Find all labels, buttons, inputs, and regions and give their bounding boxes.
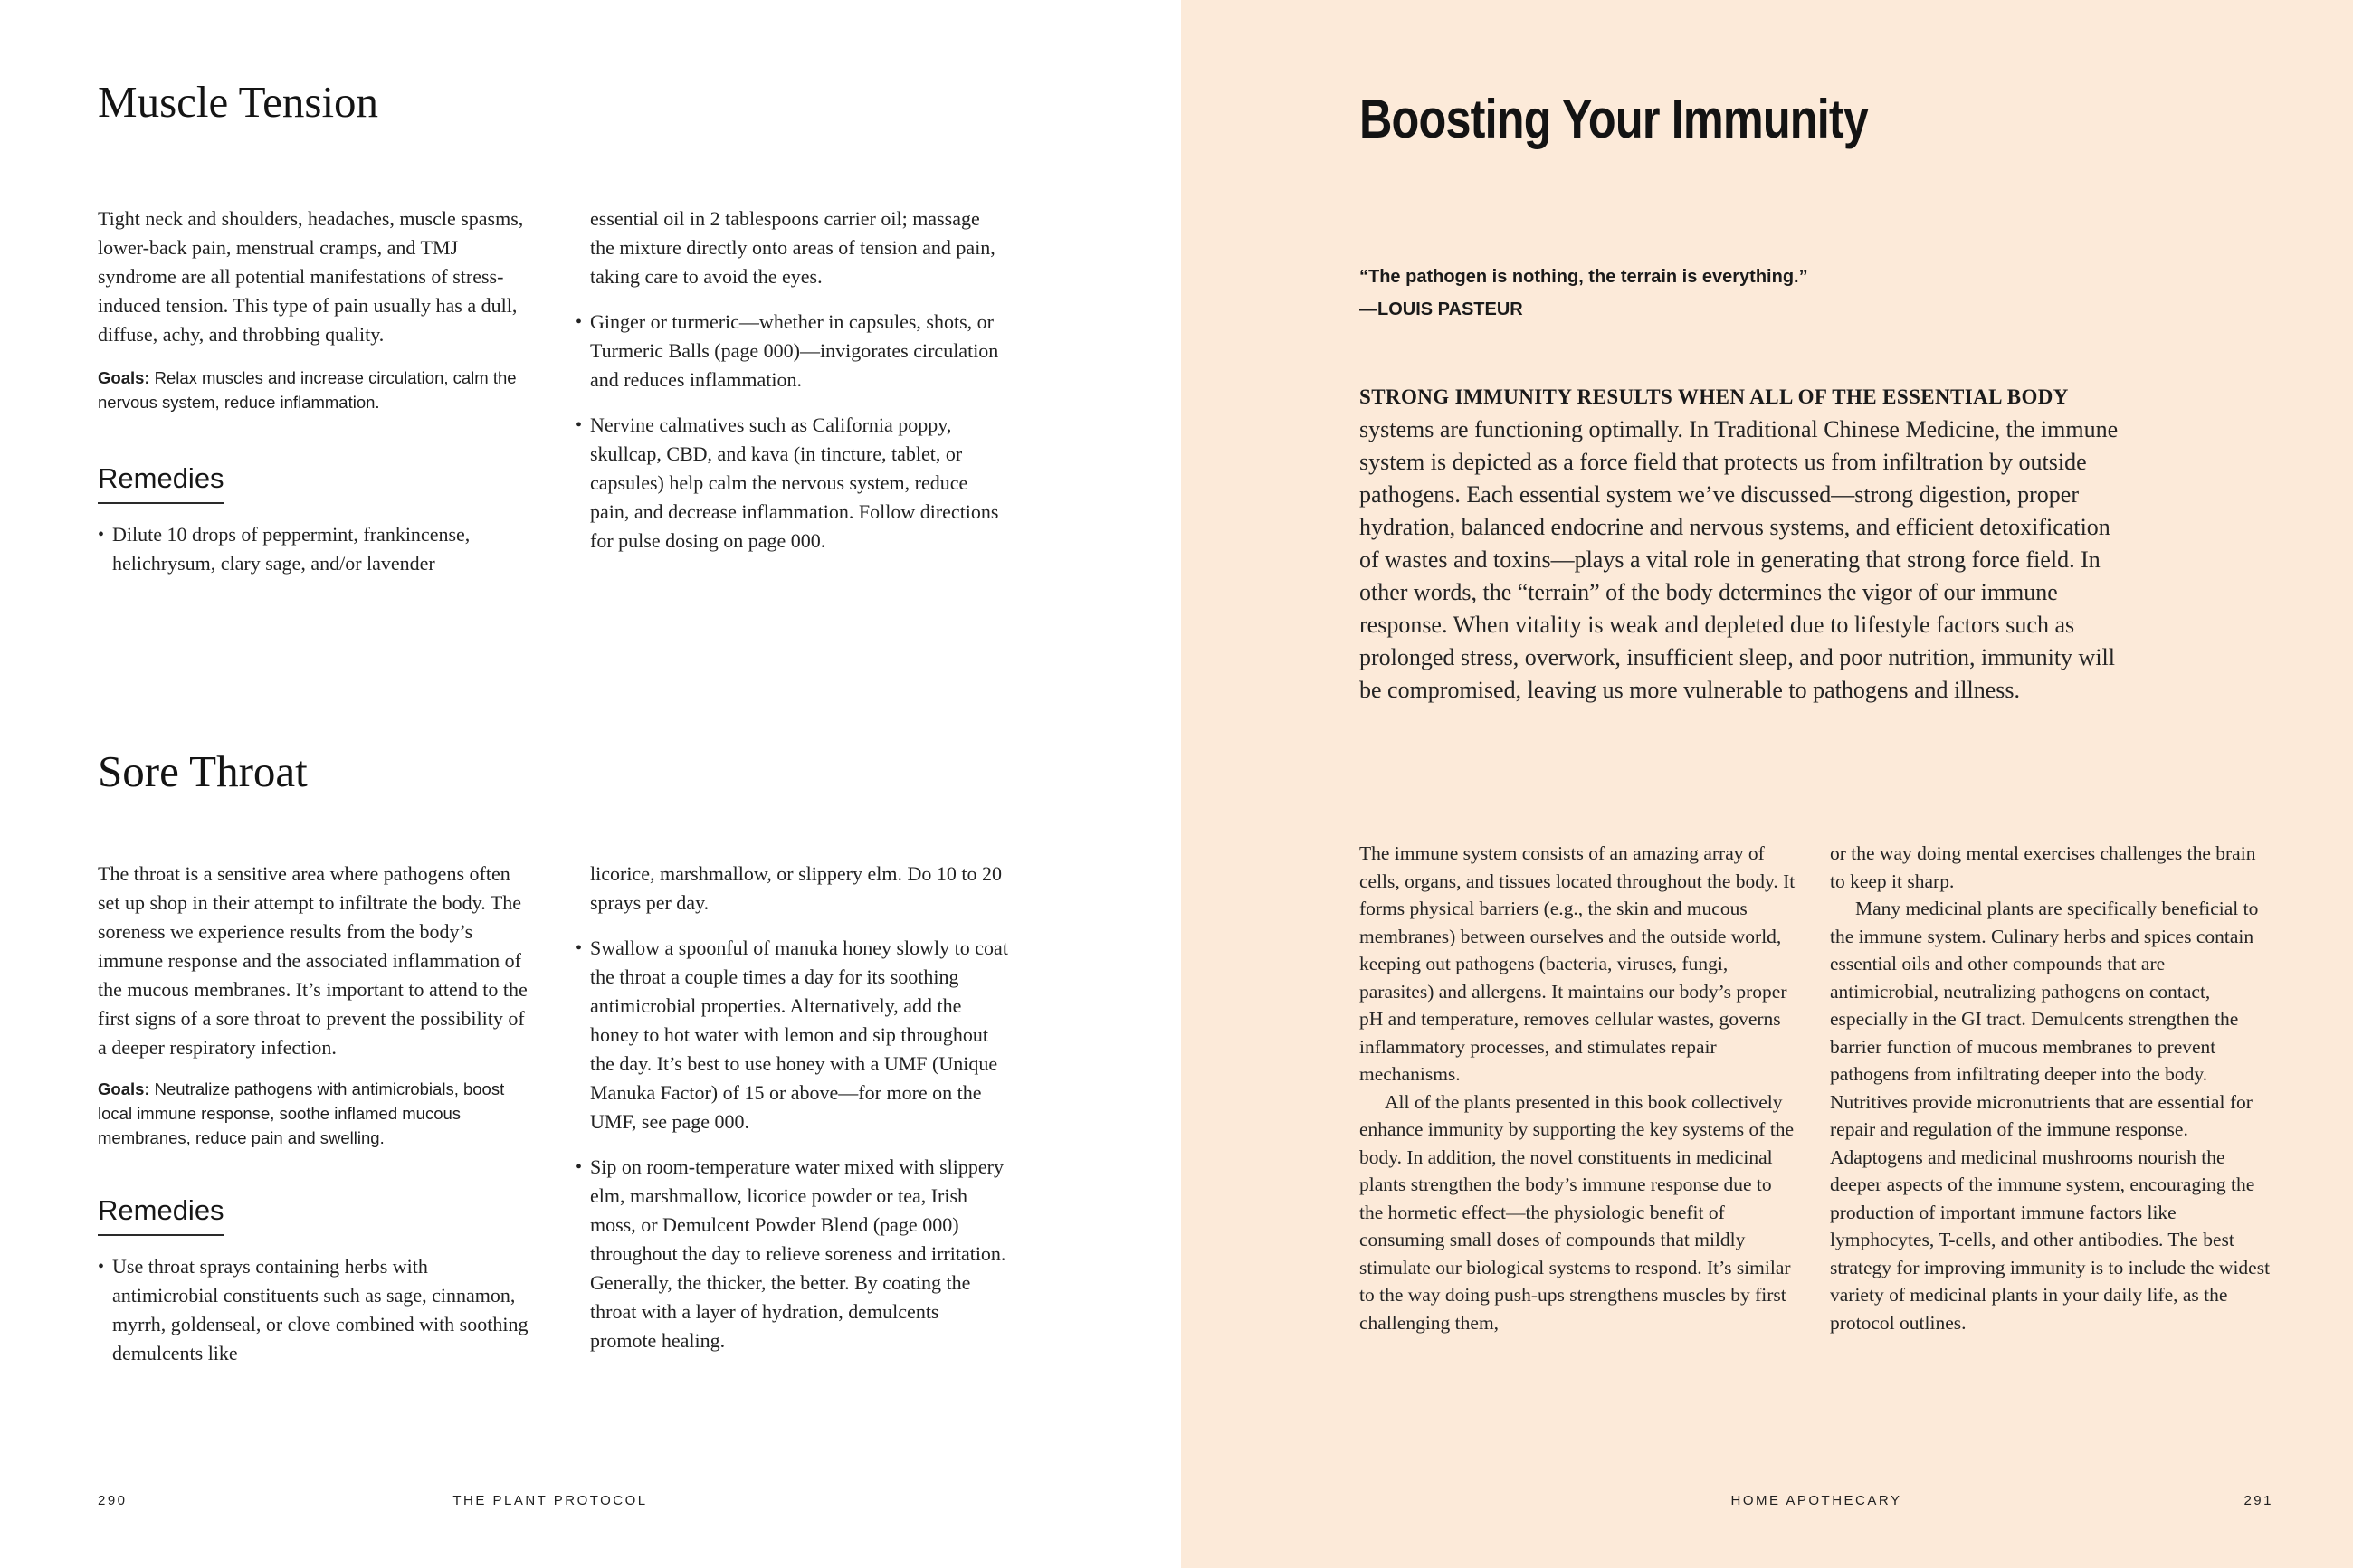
- muscle-tension-goals: [98, 366, 532, 414]
- remedy-item: • Nervine calmatives such as California poppy, skullcap, CBD, and kava (in tincture, tablet, or capsules) help calm the nervous system, reduce pain, and decrease inflammation. Follow directions for pulse dosing on page 000.: [576, 411, 1008, 556]
- page-title-muscle-tension: [98, 78, 378, 127]
- epigraph-quote: “The pathogen is nothing, the terrain is everything.”: [1359, 267, 1808, 287]
- lead-paragraph: [1359, 380, 2130, 707]
- sore-throat-goals: [98, 1077, 532, 1150]
- sore-throat-col2: [576, 860, 1008, 1355]
- remedy-continuation: essential oil in 2 tablespoons carrier oil; massage the mixture directly onto areas of tension and pain, taking care to avoid the eyes.: [590, 207, 996, 288]
- left-page-number: 290: [98, 1493, 128, 1508]
- remedy-item: • Use throat sprays containing herbs with antimicrobial constituents such as sage, cinnamon, myrrh, goldenseal, or clove combined with soothing demulcents like: [98, 1252, 532, 1368]
- sore-throat-remedy-list-col2: [576, 934, 1008, 1355]
- sore-throat-intro: The throat is a sensitive area where pathogens often set up shop in their attempt to infiltrate the body. The soreness we experience results from the body’s immune response and the associated inflammation of the mucous membranes. It’s important to attend to the first signs of a sore throat to prevent the possibility of a deeper respiratory infection.: [98, 862, 528, 1059]
- remedy-item: • Swallow a spoonful of manuka honey slowly to coat the throat a couple times a day for its soothing antimicrobial properties. Alternatively, add the honey to hot water with lemon and sip throughout the day. It’s best to use honey with a UMF (Unique Manuka Factor) of 15 or above—for more on the UMF, see page 000.: [576, 934, 1008, 1136]
- page-title-sore-throat: [98, 747, 308, 796]
- goals-label: Goals:: [98, 368, 150, 387]
- epigraph: [1359, 266, 2174, 321]
- right-page-number: 291: [2243, 1493, 2273, 1508]
- right-running-title: HOME APOTHECARY: [1730, 1493, 1902, 1508]
- sore-throat-col1: [98, 860, 532, 1368]
- muscle-tension-remedy-list-col2: [576, 308, 1008, 556]
- muscle-tension-col2: [576, 204, 1008, 556]
- remedy-continuation: licorice, marshmallow, or slippery elm. Do 10 to 20 sprays per day.: [590, 862, 1002, 914]
- epigraph-attribution: —LOUIS PASTEUR: [1359, 299, 1523, 319]
- lead-small-caps: STRONG IMMUNITY RESULTS WHEN ALL OF THE ESSENTIAL BODY: [1359, 385, 2069, 408]
- goals-text: Relax muscles and increase circulation, calm the nervous system, reduce inflammation.: [98, 368, 517, 412]
- remedy-item: • Dilute 10 drops of peppermint, frankincense, helichrysum, clary sage, and/or lavender: [98, 520, 532, 578]
- goals-label: Goals:: [98, 1079, 150, 1098]
- remedies-heading: Remedies: [98, 1195, 224, 1236]
- body-paragraph: The immune system consists of an amazing array of cells, organs, and tissues located throughout the body. It forms physical barriers (e.g., the skin and mucous membranes) between ourselves and the outside world, keeping out pathogens (bacteria, viruses, fungi, parasites) and allergens. It maintains our body’s proper pH and temperature, removes cellular wastes, governs inflammatory processes, and stimulates repair mechanisms.: [1359, 842, 1796, 1085]
- page-title-boosting-immunity: [1359, 89, 1965, 149]
- muscle-tension-intro: Tight neck and shoulders, headaches, muscle spasms, lower-back pain, menstrual cramps, and TMJ syndrome are all potential manifestations of stress-induced tension. This type of pain usually has a dull, diffuse, achy, and throbbing quality.: [98, 207, 524, 346]
- chapter-title: Boosting Your Immunity: [1359, 89, 1869, 149]
- remedy-item: • Ginger or turmeric—whether in capsules, shots, or Turmeric Balls (page 000)—invigorates circulation and reduces inflammation.: [576, 308, 1008, 394]
- body-paragraph: or the way doing mental exercises challenges the brain to keep it sharp.: [1830, 842, 2256, 892]
- section-title: Sore Throat: [98, 746, 308, 796]
- body-paragraph: Many medicinal plants are specifically beneficial to the immune system. Culinary herbs and spices contain essential oils and other compounds that are antimicrobial, neutralizing pathogens on contact, especially in the GI tract. Demulcents strengthen the barrier function of mucous membranes to prevent pathogens from infiltrating deeper into the body. Nutritives provide micronutrients that are essential for repair and regulation of the immune response. Adaptogens and medicinal mushrooms nourish the deeper aspects of the immune system, encouraging the production of important immune factors like lymphocytes, T-cells, and other antibodies. The best strategy for improving immunity is to include the widest variety of medicinal plants in your daily life, as the protocol outlines.: [1830, 898, 2271, 1334]
- immunity-col2: [1830, 840, 2275, 1336]
- remedy-item: • Sip on room-temperature water mixed with slippery elm, marshmallow, licorice powder or tea, Irish moss, or Demulcent Powder Blend (page 000) throughout the day to relieve soreness and irritation. Generally, the thicker, the better. By coating the throat with a layer of hydration, demulcents promote healing.: [576, 1153, 1008, 1355]
- remedies-heading: Remedies: [98, 463, 224, 504]
- left-running-title: THE PLANT PROTOCOL: [452, 1493, 648, 1508]
- body-paragraph: All of the plants presented in this book collectively enhance immunity by supporting the key systems of the body. In addition, the novel constituents in medicinal plants strengthen the body’s immune response due to the hormetic effect—the physiologic benefit of consuming small doses of compounds that mildly stimulate our biological systems to respond. It’s similar to the way doing push-ups strengthens muscles by first challenging them,: [1359, 1090, 1795, 1334]
- sore-throat-remedy-list-col1: [98, 1252, 532, 1368]
- muscle-tension-remedy-list-col1: [98, 520, 532, 578]
- lead-body-text: systems are functioning optimally. In Traditional Chinese Medicine, the immune system is depicted as a force field that protects us from infiltration by outside pathogens. Each essential system we’ve discussed—strong digestion, proper hydration, balanced endocrine and nervous systems, and efficient detoxification of wastes and toxins—plays a vital role in generating that strong force field. In other words, the “terrain” of the body determines the vigor of our immune response. When vitality is weak and depleted due to lifestyle factors such as prolonged stress, overwork, insufficient sleep, and poor nutrition, immunity will be compromised, leaving us more vulnerable to pathogens and illness.: [1359, 416, 2119, 703]
- goals-text: Neutralize pathogens with antimicrobials, boost local immune response, soothe inflamed mucous membranes, reduce pain and swelling.: [98, 1079, 505, 1147]
- immunity-col1: [1359, 840, 1796, 1336]
- muscle-tension-col1: [98, 204, 532, 578]
- section-title: Muscle Tension: [98, 77, 379, 127]
